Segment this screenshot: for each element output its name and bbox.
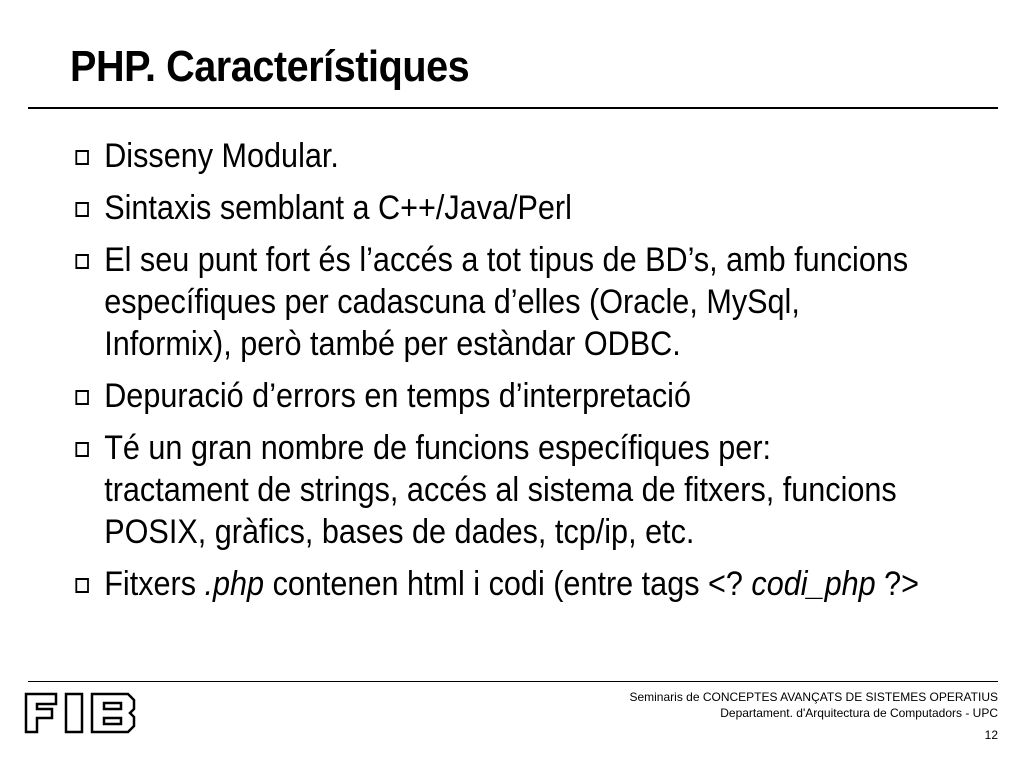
footer-department: Departament. d'Arquitectura de Computadors - UPC	[720, 706, 998, 720]
slide-title: PHP. Característiques	[70, 42, 470, 91]
bullet-item	[70, 187, 1004, 229]
bullet-text-part: contenen html i codi (entre tags <?	[264, 565, 752, 603]
page-number: 12	[984, 728, 998, 742]
php-extension-text: .php	[204, 565, 265, 603]
bullet-text-part: ?>	[875, 565, 920, 603]
bullet-text: tractament de strings, accés al sistema de fitxers, funcions	[104, 471, 897, 509]
bullet-text	[104, 563, 1004, 605]
square-bullet-icon	[75, 254, 89, 269]
bullet-item	[70, 563, 1004, 605]
bullet-text: Sintaxis semblant a C++/Java/Perl	[104, 189, 572, 227]
bullet-text: Informix), però també per estàndar ODBC.	[104, 325, 681, 363]
bullet-item	[70, 375, 1004, 417]
square-bullet-icon	[75, 390, 89, 405]
bullet-text-part: Fitxers	[104, 565, 205, 603]
fib-logo	[22, 690, 140, 736]
footer-seminar: Seminaris de CONCEPTES AVANÇATS DE SISTEMES OPERATIUS	[629, 690, 998, 704]
square-bullet-icon	[75, 578, 89, 593]
square-bullet-icon	[75, 150, 89, 165]
bullet-text: específiques per cadascuna d’elles (Oracle, MySql,	[104, 283, 800, 321]
bullet-text: Té un gran nombre de funcions específiques per:	[104, 429, 772, 467]
footer-divider	[28, 681, 998, 682]
footer-credits	[629, 689, 998, 721]
bullet-text: POSIX, gràfics, bases de dades, tcp/ip, etc.	[104, 513, 695, 551]
bullet-item	[70, 135, 1004, 177]
bullet-text: Depuració d’errors en temps d’interpretació	[104, 377, 691, 415]
square-bullet-icon	[75, 202, 89, 217]
bullet-item	[70, 427, 1004, 553]
square-bullet-icon	[75, 442, 89, 457]
title-divider	[28, 107, 998, 109]
codi-php-text: codi_php	[751, 565, 876, 603]
bullet-item	[70, 239, 1004, 365]
bullet-text: El seu punt fort és l’accés a tot tipus de BD’s, amb funcions	[104, 241, 909, 279]
bullet-list	[70, 135, 1000, 615]
bullet-text: Disseny Modular.	[104, 137, 339, 175]
